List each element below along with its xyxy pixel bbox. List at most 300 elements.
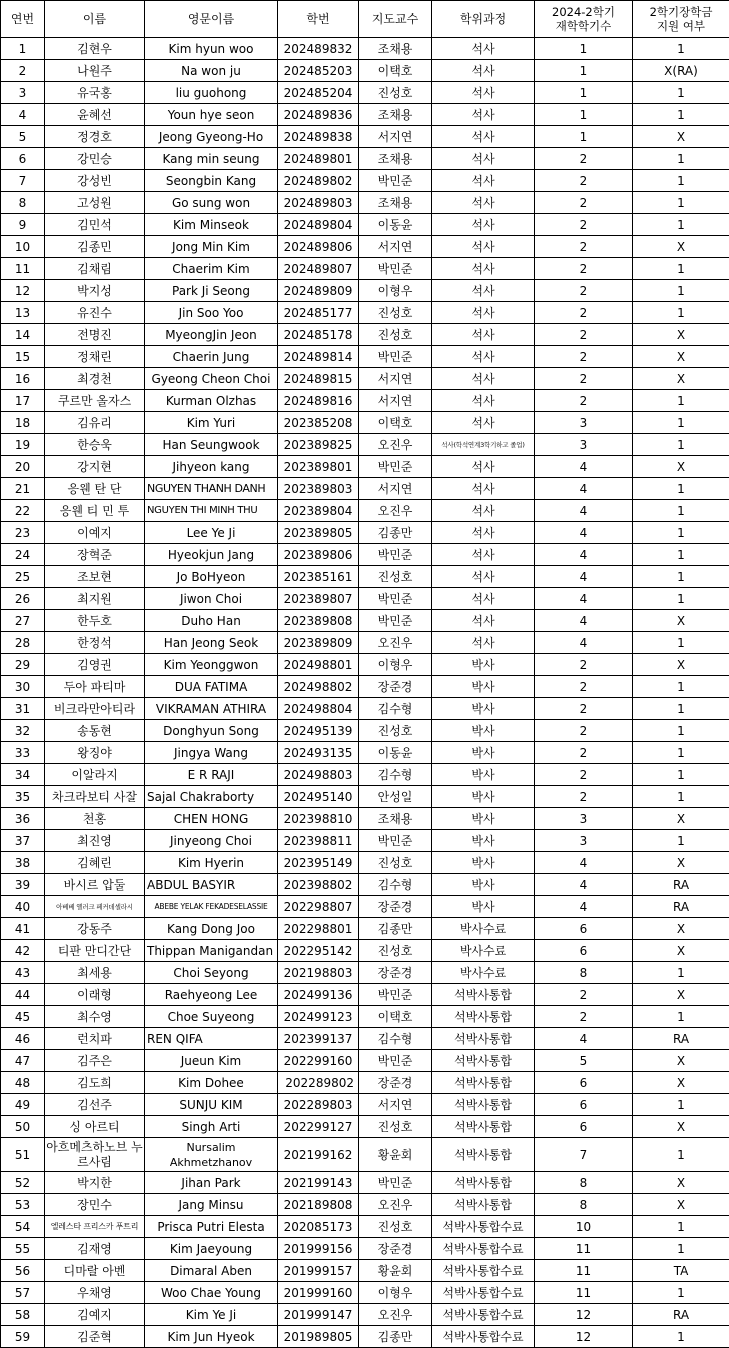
cell-advisor: 진성호	[359, 324, 432, 346]
cell-degree: 석사	[432, 148, 535, 170]
cell-semesters: 2	[535, 676, 633, 698]
cell-scholarship: RA	[633, 896, 729, 918]
cell-scholarship: TA	[633, 1260, 729, 1282]
cell-degree: 박사	[432, 676, 535, 698]
cell-semesters: 7	[535, 1138, 633, 1172]
cell-english-name: Jang Minsu	[145, 1194, 278, 1216]
table-row	[1, 1006, 729, 1028]
cell-degree: 석사	[432, 126, 535, 148]
header-scholarship: 2학기장학금 지원 여부	[633, 1, 729, 38]
cell-advisor: 서지연	[359, 368, 432, 390]
cell-name: 한정석	[45, 632, 145, 654]
cell-english-name: Dimaral Aben	[145, 1260, 278, 1282]
table-row	[1, 698, 729, 720]
cell-student-id: 202489816	[278, 390, 359, 412]
cell-english-name: Jeong Gyeong-Ho	[145, 126, 278, 148]
cell-student-id: 202289802	[278, 1072, 359, 1094]
cell-student-id: 202389807	[278, 588, 359, 610]
cell-semesters: 4	[535, 544, 633, 566]
cell-student-id: 202489838	[278, 126, 359, 148]
cell-name: 김현우	[45, 38, 145, 60]
cell-advisor: 김수형	[359, 874, 432, 896]
table-row	[1, 874, 729, 896]
cell-advisor: 장준경	[359, 896, 432, 918]
cell-name: 이래형	[45, 984, 145, 1006]
cell-degree: 석박사통합수료	[432, 1238, 535, 1260]
cell-semesters: 6	[535, 940, 633, 962]
cell-no: 5	[1, 126, 45, 148]
cell-advisor: 조채용	[359, 148, 432, 170]
cell-scholarship: 1	[633, 478, 729, 500]
cell-no: 54	[1, 1216, 45, 1238]
cell-english-name: Park Ji Seong	[145, 280, 278, 302]
cell-no: 31	[1, 698, 45, 720]
cell-english-name: ABEBE YELAK FEKADESELASSIE	[145, 896, 278, 918]
cell-name: 유국홍	[45, 82, 145, 104]
cell-no: 56	[1, 1260, 45, 1282]
cell-english-name: Jihan Park	[145, 1172, 278, 1194]
cell-name: 장민수	[45, 1194, 145, 1216]
cell-english-name: VIKRAMAN ATHIRA	[145, 698, 278, 720]
cell-student-id: 202398810	[278, 808, 359, 830]
cell-name: 김종민	[45, 236, 145, 258]
cell-no: 13	[1, 302, 45, 324]
table-row	[1, 236, 729, 258]
cell-scholarship: X(RA)	[633, 60, 729, 82]
cell-no: 15	[1, 346, 45, 368]
cell-advisor: 진성호	[359, 1216, 432, 1238]
cell-scholarship: 1	[633, 676, 729, 698]
cell-no: 28	[1, 632, 45, 654]
cell-name: 이예지	[45, 522, 145, 544]
cell-no: 41	[1, 918, 45, 940]
cell-no: 23	[1, 522, 45, 544]
cell-name: 전명진	[45, 324, 145, 346]
cell-no: 52	[1, 1172, 45, 1194]
cell-semesters: 6	[535, 918, 633, 940]
cell-student-id: 202489832	[278, 38, 359, 60]
table-row	[1, 104, 729, 126]
cell-student-id: 202199162	[278, 1138, 359, 1172]
cell-no: 57	[1, 1282, 45, 1304]
cell-name: 바시르 압둘	[45, 874, 145, 896]
cell-no: 18	[1, 412, 45, 434]
cell-name: 김영권	[45, 654, 145, 676]
cell-no: 11	[1, 258, 45, 280]
cell-name: 강동주	[45, 918, 145, 940]
cell-name: 김도희	[45, 1072, 145, 1094]
cell-semesters: 11	[535, 1260, 633, 1282]
cell-degree: 석사	[432, 258, 535, 280]
header-advisor: 지도교수	[359, 1, 432, 38]
cell-no: 45	[1, 1006, 45, 1028]
cell-scholarship: 1	[633, 170, 729, 192]
cell-student-id: 202489801	[278, 148, 359, 170]
cell-semesters: 11	[535, 1238, 633, 1260]
cell-degree: 석박사통합	[432, 984, 535, 1006]
cell-degree: 박사수료	[432, 940, 535, 962]
cell-advisor: 서지연	[359, 1094, 432, 1116]
cell-student-id: 201999147	[278, 1304, 359, 1326]
cell-no: 1	[1, 38, 45, 60]
cell-scholarship: RA	[633, 1028, 729, 1050]
cell-student-id: 202498802	[278, 676, 359, 698]
table-row	[1, 1116, 729, 1138]
cell-degree: 석사	[432, 566, 535, 588]
cell-no: 40	[1, 896, 45, 918]
cell-semesters: 6	[535, 1094, 633, 1116]
cell-advisor: 조채용	[359, 192, 432, 214]
cell-english-name: Jinyeong Choi	[145, 830, 278, 852]
cell-no: 58	[1, 1304, 45, 1326]
cell-english-name: Raehyeong Lee	[145, 984, 278, 1006]
cell-advisor: 김종만	[359, 918, 432, 940]
cell-degree: 박사	[432, 654, 535, 676]
cell-no: 44	[1, 984, 45, 1006]
cell-english-name: Jihyeon kang	[145, 456, 278, 478]
cell-advisor: 박민준	[359, 830, 432, 852]
cell-english-name: Na won ju	[145, 60, 278, 82]
header-student-id: 학번	[278, 1, 359, 38]
cell-name: 엘레스타 프리스카 푸트리	[45, 1216, 145, 1238]
cell-scholarship: 1	[633, 742, 729, 764]
cell-semesters: 1	[535, 126, 633, 148]
table-row	[1, 324, 729, 346]
cell-no: 16	[1, 368, 45, 390]
header-name: 이름	[45, 1, 145, 38]
cell-scholarship: 1	[633, 192, 729, 214]
cell-semesters: 5	[535, 1050, 633, 1072]
table-row	[1, 764, 729, 786]
cell-scholarship: 1	[633, 1216, 729, 1238]
cell-semesters: 3	[535, 434, 633, 456]
cell-scholarship: 1	[633, 280, 729, 302]
cell-no: 20	[1, 456, 45, 478]
cell-semesters: 2	[535, 258, 633, 280]
cell-english-name: CHEN HONG	[145, 808, 278, 830]
cell-degree: 박사	[432, 764, 535, 786]
table-row	[1, 544, 729, 566]
cell-advisor: 김종만	[359, 1326, 432, 1348]
cell-name: 티판 만디간단	[45, 940, 145, 962]
cell-name: 왕징야	[45, 742, 145, 764]
cell-semesters: 2	[535, 1006, 633, 1028]
cell-name: 윤혜선	[45, 104, 145, 126]
cell-student-id: 202489807	[278, 258, 359, 280]
cell-name: 런치파	[45, 1028, 145, 1050]
cell-student-id: 202489804	[278, 214, 359, 236]
cell-no: 25	[1, 566, 45, 588]
cell-degree: 석박사통합	[432, 1138, 535, 1172]
cell-no: 30	[1, 676, 45, 698]
cell-name: 김혜린	[45, 852, 145, 874]
cell-degree: 석사	[432, 38, 535, 60]
cell-no: 35	[1, 786, 45, 808]
cell-name: 디마랄 아벤	[45, 1260, 145, 1282]
cell-degree: 석사	[432, 478, 535, 500]
cell-no: 47	[1, 1050, 45, 1072]
cell-student-id: 202485177	[278, 302, 359, 324]
table-row	[1, 808, 729, 830]
cell-student-id: 202495139	[278, 720, 359, 742]
cell-semesters: 1	[535, 104, 633, 126]
cell-scholarship: X	[633, 918, 729, 940]
cell-advisor: 이형우	[359, 280, 432, 302]
cell-scholarship: 1	[633, 214, 729, 236]
table-row	[1, 1172, 729, 1194]
cell-semesters: 4	[535, 610, 633, 632]
cell-advisor: 오진우	[359, 1304, 432, 1326]
cell-english-name: Prisca Putri Elesta	[145, 1216, 278, 1238]
cell-scholarship: 1	[633, 1006, 729, 1028]
cell-name: 천홍	[45, 808, 145, 830]
cell-no: 43	[1, 962, 45, 984]
cell-degree: 박사수료	[432, 918, 535, 940]
cell-student-id: 202495140	[278, 786, 359, 808]
cell-name: 박지한	[45, 1172, 145, 1194]
cell-no: 24	[1, 544, 45, 566]
cell-advisor: 김수형	[359, 698, 432, 720]
cell-advisor: 이택호	[359, 1006, 432, 1028]
table-row	[1, 654, 729, 676]
cell-english-name: Kim Jaeyoung	[145, 1238, 278, 1260]
cell-english-name: Donghyun Song	[145, 720, 278, 742]
cell-degree: 박사	[432, 896, 535, 918]
table-row	[1, 1050, 729, 1072]
cell-degree: 석사	[432, 302, 535, 324]
cell-english-name: Kim hyun woo	[145, 38, 278, 60]
cell-advisor: 서지연	[359, 390, 432, 412]
cell-no: 32	[1, 720, 45, 742]
table-row	[1, 390, 729, 412]
cell-semesters: 12	[535, 1326, 633, 1348]
cell-degree: 석사	[432, 104, 535, 126]
cell-english-name: Jo BoHyeon	[145, 566, 278, 588]
cell-no: 26	[1, 588, 45, 610]
cell-no: 48	[1, 1072, 45, 1094]
cell-english-name: Lee Ye Ji	[145, 522, 278, 544]
cell-semesters: 3	[535, 830, 633, 852]
cell-degree: 석박사통합수료	[432, 1326, 535, 1348]
cell-english-name: ABDUL BASYIR	[145, 874, 278, 896]
cell-degree: 석사	[432, 522, 535, 544]
cell-advisor: 이택호	[359, 60, 432, 82]
cell-name: 김민석	[45, 214, 145, 236]
cell-semesters: 4	[535, 874, 633, 896]
cell-english-name: Kurman Olzhas	[145, 390, 278, 412]
cell-english-name: Chaerin Jung	[145, 346, 278, 368]
cell-name: 강지현	[45, 456, 145, 478]
cell-advisor: 박민준	[359, 588, 432, 610]
cell-english-name: Nursalim Akhmetzhanov	[145, 1138, 278, 1172]
cell-no: 27	[1, 610, 45, 632]
cell-english-name: Kim Dohee	[145, 1072, 278, 1094]
cell-student-id: 202489815	[278, 368, 359, 390]
cell-name: 최경천	[45, 368, 145, 390]
cell-scholarship: 1	[633, 1238, 729, 1260]
cell-semesters: 3	[535, 808, 633, 830]
cell-student-id: 202499136	[278, 984, 359, 1006]
cell-english-name: Kim Yuri	[145, 412, 278, 434]
cell-degree: 석사	[432, 544, 535, 566]
cell-scholarship: RA	[633, 1304, 729, 1326]
cell-advisor: 오진우	[359, 500, 432, 522]
cell-name: 최지원	[45, 588, 145, 610]
cell-english-name: Han Jeong Seok	[145, 632, 278, 654]
cell-scholarship: 1	[633, 104, 729, 126]
cell-degree: 석사	[432, 346, 535, 368]
cell-scholarship: 1	[633, 1282, 729, 1304]
cell-semesters: 4	[535, 852, 633, 874]
table-row	[1, 720, 729, 742]
cell-student-id: 202298807	[278, 896, 359, 918]
cell-advisor: 박민준	[359, 1172, 432, 1194]
cell-scholarship: X	[633, 456, 729, 478]
cell-scholarship: 1	[633, 302, 729, 324]
cell-semesters: 2	[535, 280, 633, 302]
cell-no: 12	[1, 280, 45, 302]
cell-no: 29	[1, 654, 45, 676]
cell-scholarship: X	[633, 984, 729, 1006]
cell-degree: 박사수료	[432, 962, 535, 984]
cell-semesters: 4	[535, 632, 633, 654]
cell-student-id: 202489814	[278, 346, 359, 368]
cell-scholarship: 1	[633, 1138, 729, 1172]
cell-scholarship: 1	[633, 148, 729, 170]
cell-no: 3	[1, 82, 45, 104]
cell-semesters: 2	[535, 654, 633, 676]
cell-scholarship: X	[633, 126, 729, 148]
table-row	[1, 60, 729, 82]
cell-semesters: 2	[535, 236, 633, 258]
cell-advisor: 진성호	[359, 566, 432, 588]
cell-name: 김재영	[45, 1238, 145, 1260]
cell-name: 한두호	[45, 610, 145, 632]
cell-no: 14	[1, 324, 45, 346]
cell-scholarship: 1	[633, 1094, 729, 1116]
cell-advisor: 조채용	[359, 38, 432, 60]
cell-student-id: 202489806	[278, 236, 359, 258]
cell-student-id: 202389805	[278, 522, 359, 544]
cell-no: 36	[1, 808, 45, 830]
cell-advisor: 진성호	[359, 852, 432, 874]
cell-student-id: 202493135	[278, 742, 359, 764]
cell-student-id: 202485204	[278, 82, 359, 104]
cell-scholarship: X	[633, 852, 729, 874]
cell-semesters: 2	[535, 764, 633, 786]
cell-advisor: 이형우	[359, 1282, 432, 1304]
cell-semesters: 4	[535, 478, 633, 500]
cell-student-id: 202299160	[278, 1050, 359, 1072]
cell-no: 21	[1, 478, 45, 500]
cell-advisor: 안성일	[359, 786, 432, 808]
cell-advisor: 이동윤	[359, 214, 432, 236]
cell-advisor: 김수형	[359, 764, 432, 786]
cell-semesters: 2	[535, 192, 633, 214]
header-degree: 학위과정	[432, 1, 535, 38]
cell-english-name: liu guohong	[145, 82, 278, 104]
cell-name: 조보현	[45, 566, 145, 588]
cell-semesters: 4	[535, 500, 633, 522]
cell-no: 42	[1, 940, 45, 962]
cell-scholarship: 1	[633, 720, 729, 742]
cell-advisor: 서지연	[359, 236, 432, 258]
cell-name: 차크라보티 사잘	[45, 786, 145, 808]
cell-scholarship: 1	[633, 764, 729, 786]
cell-student-id: 202489802	[278, 170, 359, 192]
cell-advisor: 박민준	[359, 544, 432, 566]
cell-english-name: Jueun Kim	[145, 1050, 278, 1072]
cell-semesters: 2	[535, 368, 633, 390]
table-row	[1, 1216, 729, 1238]
cell-advisor: 서지연	[359, 478, 432, 500]
cell-degree: 박사	[432, 830, 535, 852]
cell-advisor: 조채용	[359, 808, 432, 830]
cell-semesters: 4	[535, 896, 633, 918]
cell-english-name: Hyeokjun Jang	[145, 544, 278, 566]
cell-name: 강민승	[45, 148, 145, 170]
cell-name: 최세용	[45, 962, 145, 984]
cell-scholarship: X	[633, 1194, 729, 1216]
cell-advisor: 박민준	[359, 610, 432, 632]
cell-student-id: 202389808	[278, 610, 359, 632]
cell-student-id: 202489809	[278, 280, 359, 302]
table-row	[1, 522, 729, 544]
cell-degree: 석사	[432, 390, 535, 412]
cell-semesters: 8	[535, 962, 633, 984]
cell-semesters: 8	[535, 1194, 633, 1216]
cell-name: 김선주	[45, 1094, 145, 1116]
cell-advisor: 진성호	[359, 1116, 432, 1138]
cell-student-id: 202198803	[278, 962, 359, 984]
cell-student-id: 202389803	[278, 478, 359, 500]
table-row	[1, 962, 729, 984]
cell-english-name: Sajal Chakraborty	[145, 786, 278, 808]
cell-no: 39	[1, 874, 45, 896]
cell-semesters: 2	[535, 148, 633, 170]
header-english-name: 영문이름	[145, 1, 278, 38]
cell-scholarship: 1	[633, 698, 729, 720]
cell-student-id: 202199143	[278, 1172, 359, 1194]
cell-scholarship: X	[633, 1050, 729, 1072]
cell-no: 34	[1, 764, 45, 786]
cell-student-id: 202389801	[278, 456, 359, 478]
cell-no: 37	[1, 830, 45, 852]
cell-degree: 석사	[432, 632, 535, 654]
table-row	[1, 1282, 729, 1304]
cell-advisor: 황윤회	[359, 1138, 432, 1172]
cell-advisor: 이동윤	[359, 742, 432, 764]
cell-english-name: Seongbin Kang	[145, 170, 278, 192]
cell-scholarship: 1	[633, 434, 729, 456]
table-row	[1, 192, 729, 214]
cell-degree: 석박사통합수료	[432, 1260, 535, 1282]
cell-scholarship: 1	[633, 258, 729, 280]
cell-student-id: 201999160	[278, 1282, 359, 1304]
cell-scholarship: 1	[633, 390, 729, 412]
cell-name: 김채림	[45, 258, 145, 280]
header-no: 연번	[1, 1, 45, 38]
cell-advisor: 장준경	[359, 676, 432, 698]
table-row	[1, 1094, 729, 1116]
cell-scholarship: 1	[633, 544, 729, 566]
cell-english-name: SUNJU KIM	[145, 1094, 278, 1116]
cell-english-name: Jin Soo Yoo	[145, 302, 278, 324]
table-row	[1, 170, 729, 192]
cell-degree: 석사	[432, 456, 535, 478]
cell-semesters: 12	[535, 1304, 633, 1326]
cell-degree: 석박사통합	[432, 1028, 535, 1050]
